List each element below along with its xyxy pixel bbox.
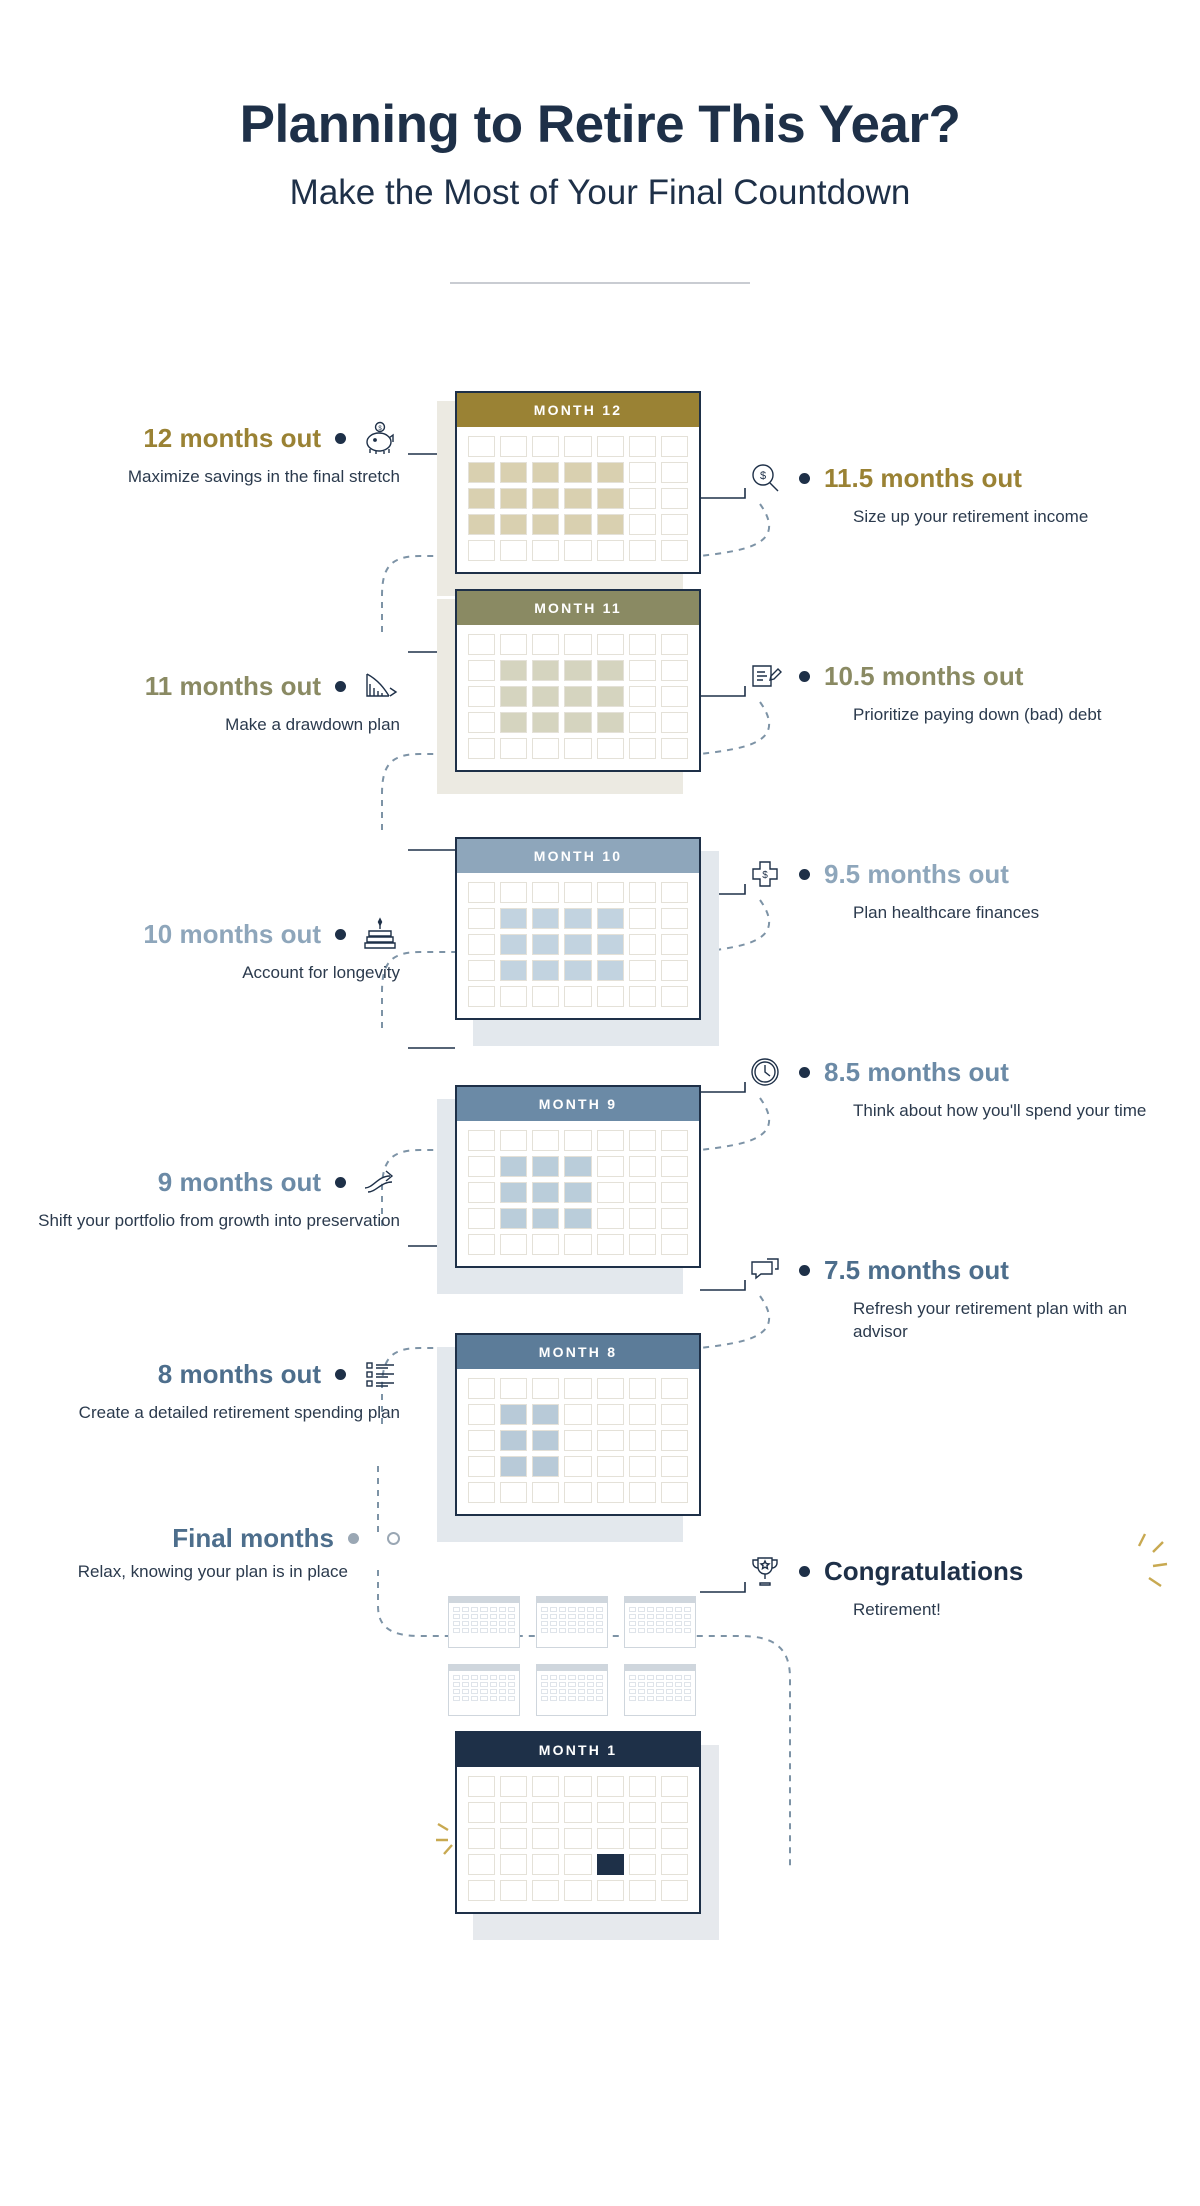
- calendar-month-11: [455, 589, 701, 772]
- calendar-header: MONTH 10: [457, 839, 699, 873]
- calendar-grid: [457, 427, 699, 572]
- mini-calendar: [448, 1664, 520, 1716]
- calendar-header: MONTH 11: [457, 591, 699, 625]
- milestone-description: Relax, knowing your plan is in place: [77, 1561, 348, 1581]
- calendar-month-10: [455, 837, 701, 1020]
- milestone-dot: [335, 1369, 346, 1380]
- milestone-9-5-months[interactable]: [745, 854, 1165, 925]
- arrow-shift-icon: [360, 1162, 400, 1202]
- calendar-header: MONTH 8: [457, 1335, 699, 1369]
- milestone-heading: 10.5 months out: [824, 661, 1024, 691]
- calendar-month-1: [455, 1731, 701, 1914]
- medical-cross-dollar-icon: [745, 854, 785, 894]
- calendar-grid: [457, 1369, 699, 1514]
- milestone-11-5-months[interactable]: [745, 458, 1165, 529]
- milestone-description: Size up your retirement income: [853, 507, 1089, 527]
- milestone-description: Prioritize paying down (bad) debt: [853, 705, 1102, 725]
- milestone-dot: [335, 681, 346, 692]
- milestone-dot: [335, 433, 346, 444]
- trophy-icon: [745, 1551, 785, 1591]
- page-subtitle: Make the Most of Your Final Countdown: [289, 173, 911, 213]
- milestone-dot: [799, 869, 810, 880]
- timeline: [0, 306, 1200, 2206]
- calendar-grid: [457, 873, 699, 1018]
- document-pen-icon: [745, 656, 785, 696]
- milestone-dot: [335, 929, 346, 940]
- calendar-header: MONTH 12: [457, 393, 699, 427]
- milestone-heading: 11 months out: [144, 671, 321, 701]
- mini-calendar: [536, 1596, 608, 1648]
- milestone-10-months[interactable]: [20, 914, 400, 985]
- mini-calendar: [448, 1596, 520, 1648]
- milestone-description: Create a detailed retirement spending plan: [78, 1403, 400, 1423]
- milestone-9-months[interactable]: [20, 1162, 400, 1233]
- milestone-dot: [799, 1067, 810, 1078]
- milestone-dot: [799, 473, 810, 484]
- milestone-dot: [799, 1566, 810, 1577]
- milestone-description: Shift your portfolio from growth into preservation: [38, 1211, 400, 1231]
- milestone-heading: 8 months out: [157, 1359, 321, 1389]
- milestone-description: Retirement!: [853, 1600, 941, 1620]
- milestone-heading: 9 months out: [157, 1167, 321, 1197]
- milestone-description: Maximize savings in the final stretch: [127, 467, 400, 487]
- birthday-cake-icon: [360, 914, 400, 954]
- milestone-8-months[interactable]: [20, 1354, 400, 1425]
- milestone-description: Make a drawdown plan: [225, 715, 400, 735]
- header: [0, 0, 1200, 284]
- svg-text:$: $: [762, 870, 768, 882]
- milestone-heading: 7.5 months out: [824, 1255, 1009, 1285]
- piggy-bank-icon: [360, 418, 400, 458]
- calendar-month-8: [455, 1333, 701, 1516]
- milestone-description: Account for longevity: [242, 963, 400, 983]
- milestone-heading: 11.5 months out: [824, 463, 1022, 493]
- milestone-dot: [799, 671, 810, 682]
- hollow-circle-icon: [387, 1532, 400, 1545]
- calendar-header: MONTH 9: [457, 1087, 699, 1121]
- milestone-8-5-months[interactable]: [745, 1052, 1165, 1123]
- milestone-11-months[interactable]: [20, 666, 400, 737]
- milestone-dot: [799, 1265, 810, 1276]
- milestone-heading: 12 months out: [143, 423, 321, 453]
- milestone-description: Refresh your retirement plan with an advisor: [853, 1299, 1128, 1342]
- svg-text:$: $: [378, 426, 382, 433]
- mini-calendar: [624, 1596, 696, 1648]
- calendar-header: MONTH 1: [457, 1733, 699, 1767]
- milestone-heading: Congratulations: [824, 1556, 1024, 1586]
- magnifier-dollar-icon: [745, 458, 785, 498]
- calendar-month-9: [455, 1085, 701, 1268]
- milestone-final-months[interactable]: [20, 1524, 400, 1584]
- milestone-dot: [348, 1533, 359, 1544]
- clock-icon: [745, 1052, 785, 1092]
- page-title: Planning to Retire This Year?: [239, 95, 961, 154]
- milestone-dot: [335, 1177, 346, 1188]
- milestone-description: Think about how you'll spend your time: [853, 1101, 1147, 1121]
- checklist-icon: [360, 1354, 400, 1394]
- calendar-grid: [457, 1121, 699, 1266]
- milestone-heading: 10 months out: [143, 919, 321, 949]
- calendar-grid: [457, 1767, 699, 1912]
- milestone-heading: 9.5 months out: [824, 859, 1009, 889]
- milestone-heading: 8.5 months out: [824, 1057, 1009, 1087]
- milestone-description: Plan healthcare finances: [853, 903, 1040, 923]
- chat-bubbles-icon: [745, 1250, 785, 1290]
- mini-calendar: [624, 1664, 696, 1716]
- confetti-right-icon: [1105, 1528, 1175, 1608]
- declining-chart-icon: [360, 666, 400, 706]
- milestone-7-5-months[interactable]: [745, 1250, 1165, 1344]
- milestone-heading: Final months: [172, 1523, 334, 1554]
- mini-calendar: [536, 1664, 608, 1716]
- calendar-grid: [457, 625, 699, 770]
- svg-text:$: $: [759, 470, 767, 483]
- divider: [450, 282, 750, 284]
- mini-calendars-group: [448, 1596, 708, 1716]
- milestone-10-5-months[interactable]: [745, 656, 1165, 727]
- milestone-12-months[interactable]: [20, 418, 400, 489]
- calendar-month-12: [455, 391, 701, 574]
